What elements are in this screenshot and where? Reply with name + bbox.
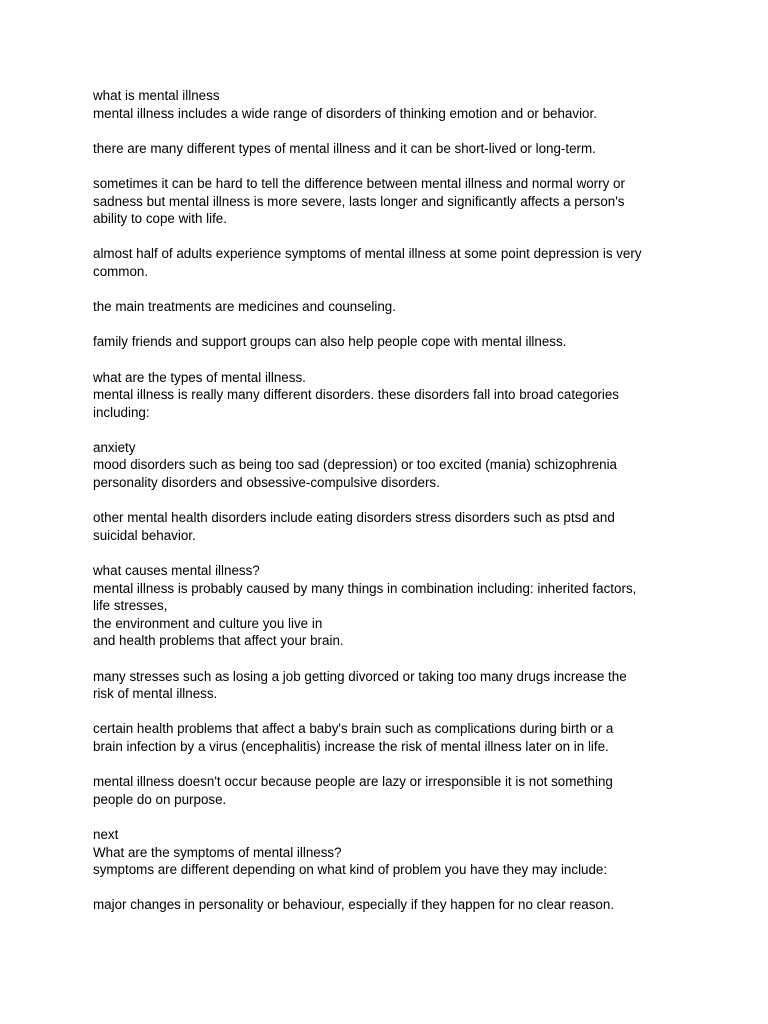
text-line: other mental health disorders include eating disorders stress disorders such as ptsd and bbox=[93, 510, 615, 526]
paragraph-treatments bbox=[93, 298, 683, 316]
text-line: sometimes it can be hard to tell the difference between mental illness and normal worry or bbox=[93, 175, 625, 191]
text-line: the environment and culture you live in bbox=[93, 615, 323, 631]
text-line: certain health problems that affect a baby's brain such as complications during birth or a bbox=[93, 721, 614, 737]
heading-symptoms: What are the symptoms of mental illness? bbox=[93, 844, 342, 860]
heading-what-is-mental-illness: what is mental illness bbox=[93, 88, 220, 103]
text-line: symptoms are different depending on what kind of problem you have they may include: bbox=[93, 862, 608, 878]
paragraph-health-problems bbox=[93, 720, 683, 755]
paragraph-personality-changes bbox=[93, 896, 683, 914]
paragraph-difference bbox=[93, 175, 683, 228]
text-line: life stresses, bbox=[93, 598, 168, 614]
heading-what-causes-mental-illness: what causes mental illness? bbox=[93, 563, 260, 579]
text-line: common. bbox=[93, 263, 149, 279]
text-line: people do on purpose. bbox=[93, 791, 227, 807]
document-body bbox=[93, 87, 683, 932]
text-line: mental illness is probably caused by many things in combination including: inherited factors, bbox=[93, 580, 637, 596]
paragraph-symptoms bbox=[93, 826, 683, 879]
paragraph-support bbox=[93, 333, 683, 351]
text-line: many stresses such as losing a job getting divorced or taking too many drugs increase the bbox=[93, 668, 627, 684]
text-line: suicidal behavior. bbox=[93, 527, 196, 543]
text-line: including: bbox=[93, 404, 150, 420]
text-line: and health problems that affect your brain. bbox=[93, 633, 344, 649]
paragraph-prevalence bbox=[93, 245, 683, 280]
text-line: sadness but mental illness is more severe, lasts longer and significantly affects a person's bbox=[93, 193, 625, 209]
paragraph-types bbox=[93, 369, 683, 422]
text-line: family friends and support groups can also help people cope with mental illness. bbox=[93, 334, 567, 350]
text-line: almost half of adults experience symptoms of mental illness at some point depression is very bbox=[93, 246, 642, 262]
text-line: major changes in personality or behaviour, especially if they happen for no clear reason. bbox=[93, 897, 615, 913]
text-line: anxiety bbox=[93, 439, 136, 455]
text-line: there are many different types of mental illness and it can be short-lived or long-term. bbox=[93, 140, 596, 156]
text-next: next bbox=[93, 826, 119, 842]
text-line: mood disorders such as being too sad (depression) or too excited (mania) schizophrenia bbox=[93, 457, 618, 473]
paragraph-categories bbox=[93, 439, 683, 492]
paragraph-types-duration bbox=[93, 140, 683, 158]
text-line: risk of mental illness. bbox=[93, 686, 218, 702]
text-line: mental illness includes a wide range of disorders of thinking emotion and or behavior. bbox=[93, 105, 597, 121]
text-line: mental illness doesn't occur because people are lazy or irresponsible it is not something bbox=[93, 774, 613, 790]
paragraph-other-disorders bbox=[93, 509, 683, 544]
paragraph-stresses bbox=[93, 668, 683, 703]
text-line: the main treatments are medicines and counseling. bbox=[93, 299, 396, 315]
text-line: ability to cope with life. bbox=[93, 211, 227, 227]
text-line: personality disorders and obsessive-compulsive disorders. bbox=[93, 475, 440, 491]
paragraph-causes bbox=[93, 562, 683, 650]
text-line: brain infection by a virus (encephalitis) increase the risk of mental illness later on in life. bbox=[93, 738, 609, 754]
text-line: mental illness is really many different disorders. these disorders fall into broad categories bbox=[93, 387, 619, 403]
paragraph-what-is bbox=[93, 87, 683, 122]
paragraph-not-lazy bbox=[93, 773, 683, 808]
heading-types-of-mental-illness: what are the types of mental illness. bbox=[93, 369, 306, 385]
